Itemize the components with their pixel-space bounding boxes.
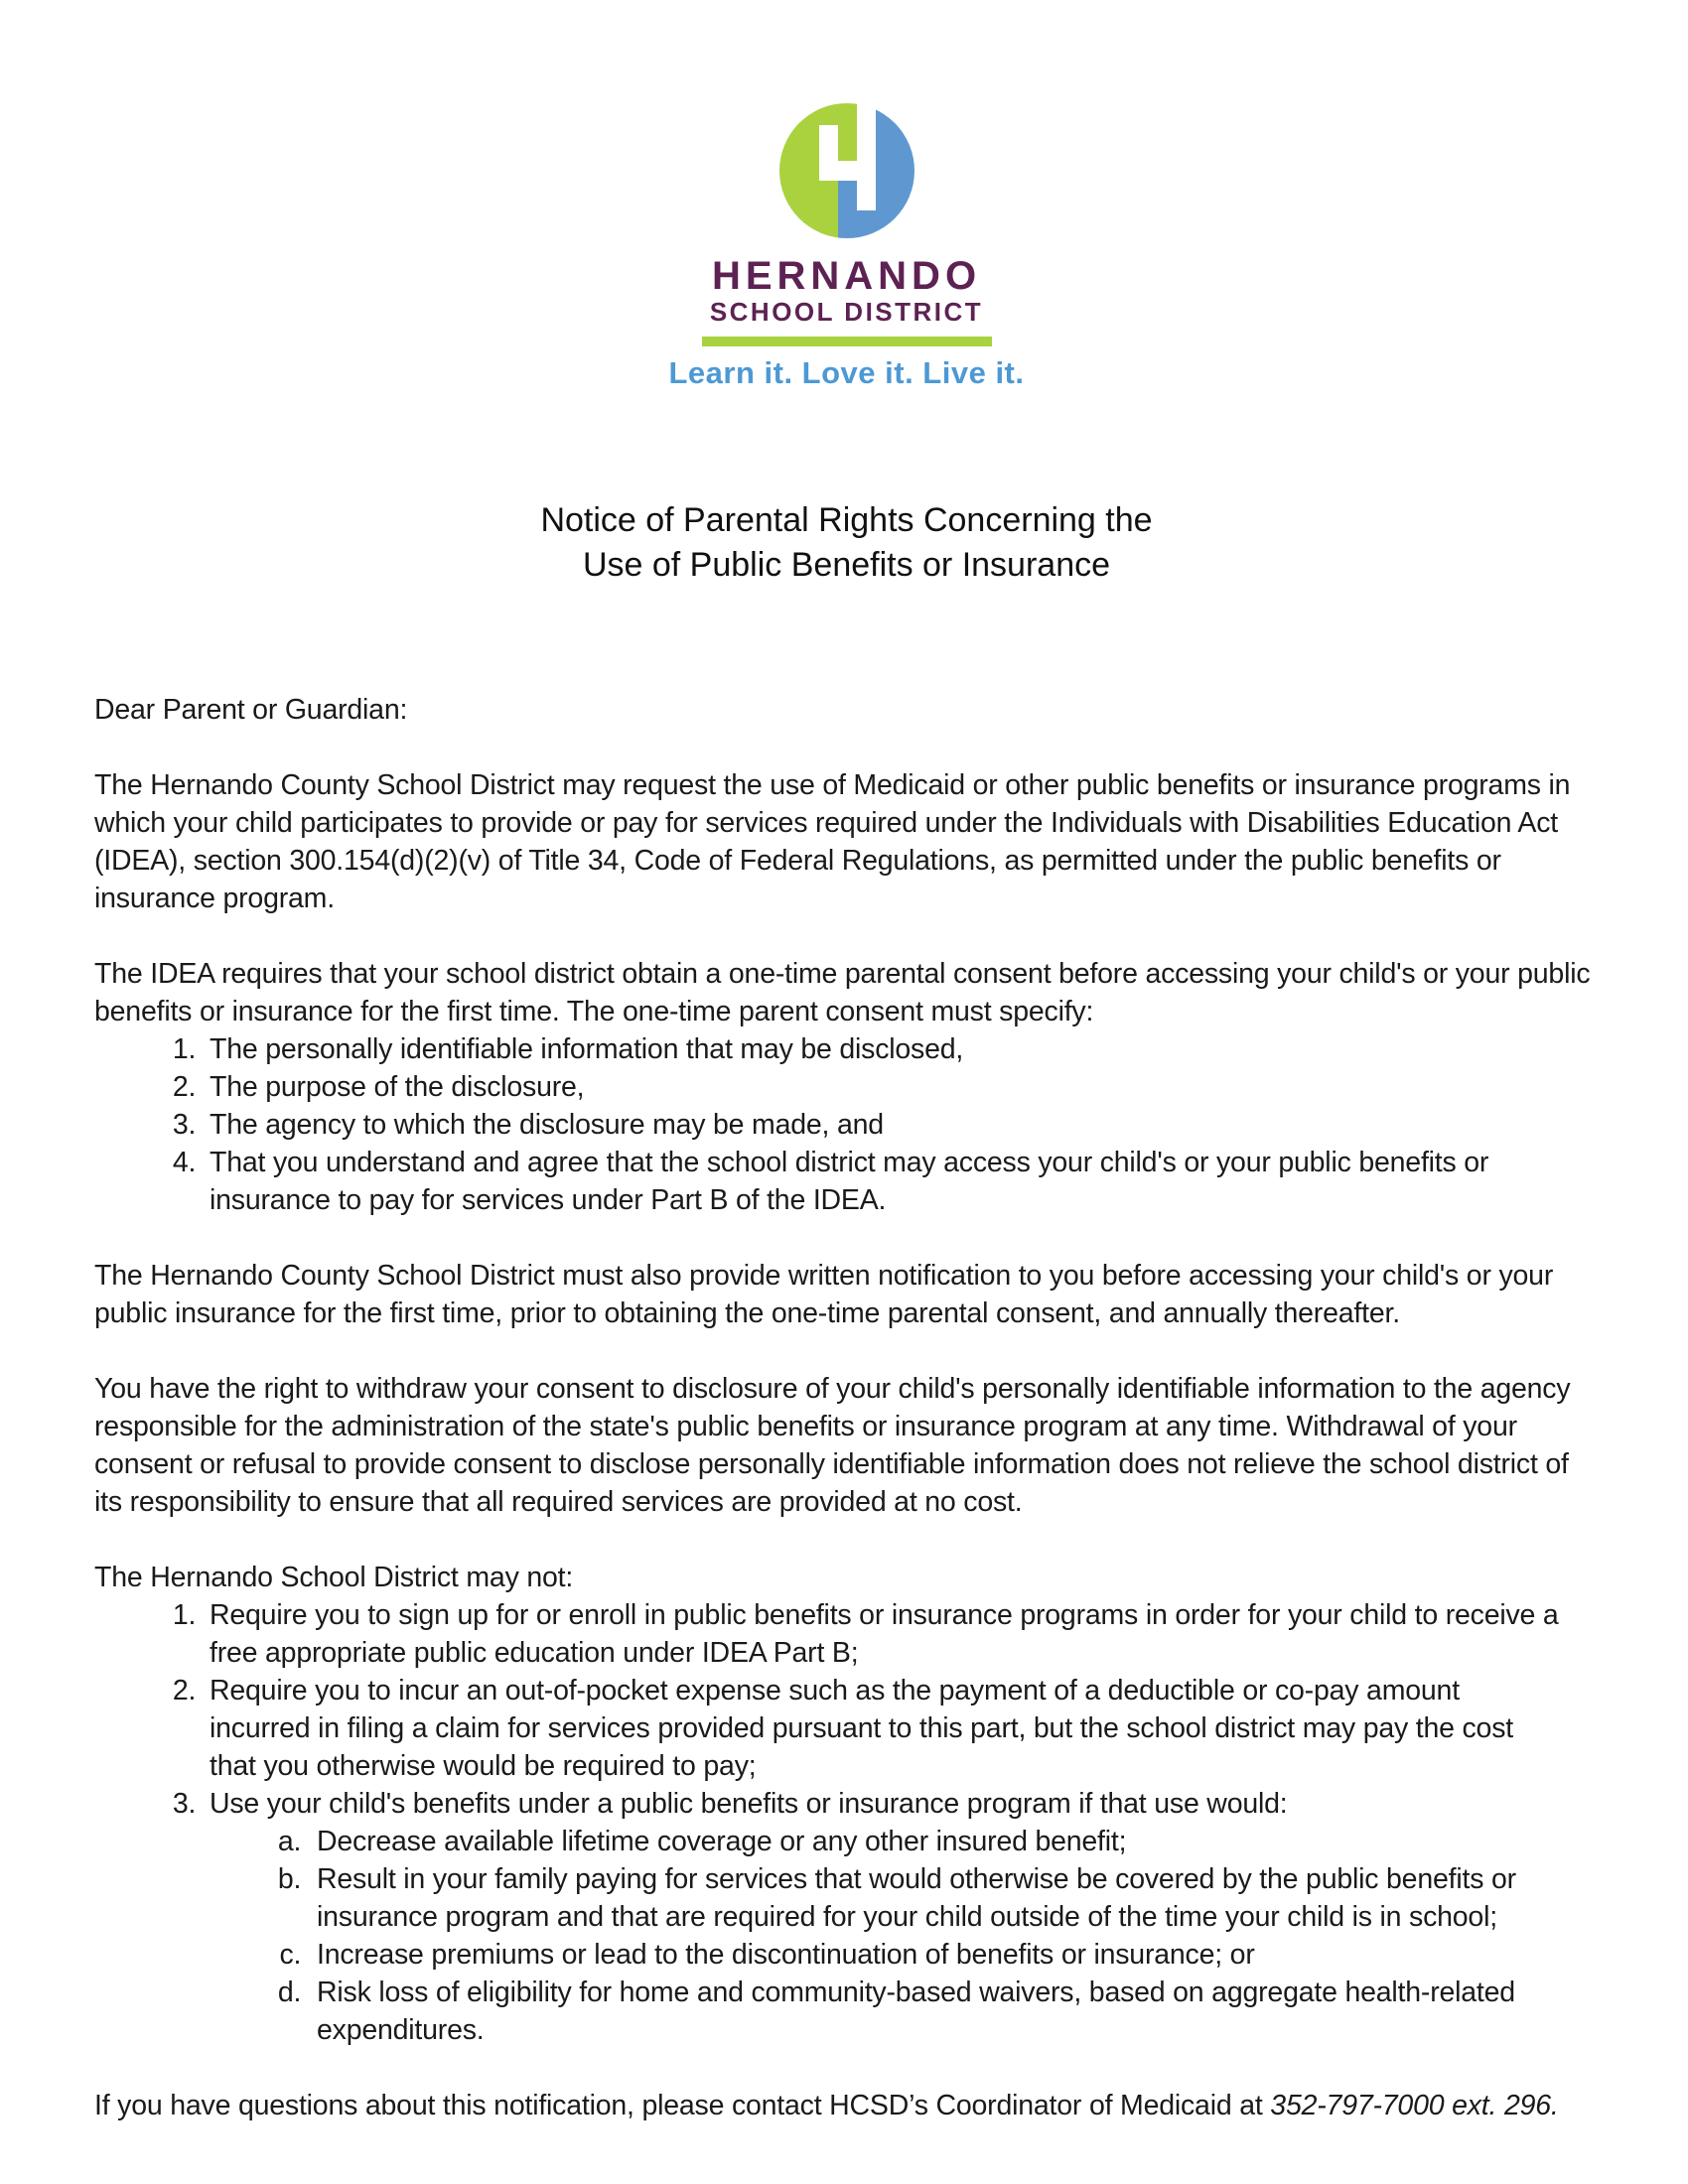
- district-name: HERNANDO: [711, 254, 982, 298]
- list-item-text: Use your child's benefits under a public benefits or insurance program if that use would:: [210, 1787, 1288, 1820]
- notice-title-line2: Use of Public Benefits or Insurance: [582, 545, 1111, 584]
- paragraph-request-use: The Hernando County School District may request the use of Medicaid or other public benefits or insurance programs in which your child participates to provide or pay for services required under the Individuals with Disabilities Education Act (IDEA), section 300.154(d)(2)(v) of Title 34, Code of Federal Regulations, as permitted under the public benefits or insurance program.: [94, 768, 1571, 914]
- list-item: 1. Require you to sign up for or enroll in public benefits or insurance programs in order for your child to receive a free appropriate public education under IDEA Part B;: [204, 1596, 1564, 1672]
- may-not-intro: The Hernando School District may not:: [94, 1561, 574, 1593]
- salutation: Dear Parent or Guardian:: [94, 693, 408, 726]
- sublist-item: d. Risk loss of eligibility for home and community-based waivers, based on aggregate health-related expenditures.: [309, 1974, 1530, 2049]
- list-item: 2. Require you to incur an out-of-pocket expense such as the payment of a deductible or co-pay amount incurred in filing a claim for services provided pursuant to this part, but the school district may pay the cost that you otherwise would be required to pay;: [204, 1672, 1564, 1785]
- closing-contact-line: [94, 2087, 1599, 2124]
- sublist-item: a. Decrease available lifetime coverage or any other insured benefit;: [309, 1823, 1530, 1860]
- list-item: [204, 1785, 1564, 2049]
- consent-requirements-list: [94, 1030, 1564, 1219]
- may-not-list: [94, 1596, 1564, 2049]
- paragraph-withdraw-consent: You have the right to withdraw your consent to disclosure of your child's personally identifiable information to the agency responsible for the administration of the state's public benefits or insurance program at any time. Withdrawal of your consent or refusal to provide consent to disclose personally identifiable information does not relieve the school district of its responsibility to ensure that all required services are provided at no cost.: [94, 1372, 1571, 1518]
- closing-text: If you have questions about this notification, please contact HCSD’s Coordinator of Medicaid at: [94, 2089, 1271, 2121]
- sublist-item: b. Result in your family paying for services that would otherwise be covered by the public benefits or insurance program and that are required for your child outside of the time your child is in school;: [309, 1860, 1530, 1936]
- notice-title: [94, 498, 1599, 588]
- list-item: 3. The agency to which the disclosure may be made, and: [204, 1106, 1564, 1144]
- contact-phone: 352-797-7000 ext. 296.: [1270, 2089, 1559, 2121]
- use-would-sublist: [210, 1823, 1530, 2049]
- logo-green-bar: [702, 337, 992, 346]
- hernando-h-logo-icon: [773, 89, 921, 244]
- sublist-item: c. Increase premiums or lead to the discontinuation of benefits or insurance; or: [309, 1936, 1530, 1974]
- notice-body: [94, 691, 1599, 2124]
- list-item: 2. The purpose of the disclosure,: [204, 1068, 1564, 1106]
- district-tagline: Learn it. Love it. Live it.: [668, 354, 1025, 390]
- paragraph-one-time-consent: The IDEA requires that your school district obtain a one-time parental consent before accessing your child's or your public benefits or insurance for the first time. The one-time parent consent must specify:: [94, 957, 1591, 1027]
- district-name-sub: SCHOOL DISTRICT: [709, 297, 984, 327]
- paragraph-written-notification: The Hernando County School District must also provide written notification to you before accessing your child's or your public insurance for the first time, prior to obtaining the one-time parental consent, and annually thereafter.: [94, 1259, 1554, 1329]
- district-logo: [94, 89, 1599, 391]
- list-item: 4. That you understand and agree that the school district may access your child's or your public benefits or insurance to pay for services under Part B of the IDEA.: [204, 1144, 1564, 1219]
- list-item: 1. The personally identifiable information that may be disclosed,: [204, 1030, 1564, 1068]
- notice-title-line1: Notice of Parental Rights Concerning the: [540, 500, 1153, 539]
